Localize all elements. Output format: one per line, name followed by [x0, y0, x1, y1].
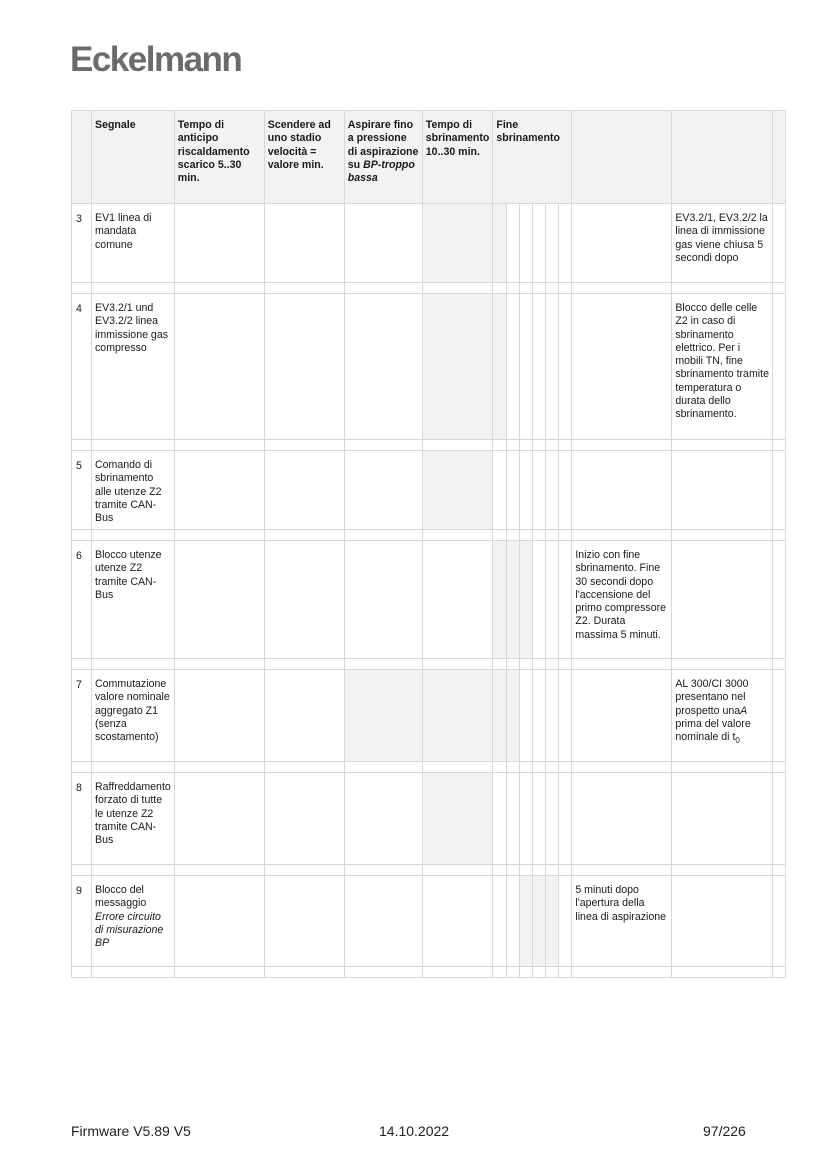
row-remark: Blocco delle celle Z2 in caso di sbrinamento elettrico. Per i mobili TN, fine sbrinamento tramite temperatura o durata dello sbrinamento.	[672, 294, 773, 440]
signal-table	[71, 110, 786, 978]
row-signal: EV3.2/1 und EV3.2/2 linea immissione gas compresso	[92, 294, 175, 440]
eckelmann-logo: Eckelmann	[70, 40, 242, 79]
row-signal: Blocco del messaggio Errore circuito di misurazione BP	[92, 876, 175, 967]
header-suction-pressure: Aspirare fino a pressione di aspirazione su BP-troppo bassa	[344, 111, 422, 204]
header-defrost-end: Fine sbrinamento	[493, 111, 572, 204]
row-signal: Comando di sbrinamento alle utenze Z2 tramite CAN-Bus	[92, 451, 175, 530]
row-note: 5 minuti dopo l'apertura della linea di aspirazione	[572, 876, 672, 967]
table-header-row	[72, 111, 786, 204]
table-row: 9 Blocco del messaggio Errore circuito di misurazione BP 5 minuti dopo l'apertura della linea di aspirazione	[72, 876, 786, 967]
header-num	[72, 111, 92, 204]
header-defrost-time: Tempo di sbrinamento 10..30 min.	[422, 111, 493, 204]
row-signal: EV1 linea di mandata comune	[92, 204, 175, 283]
table-row: 7 Commutazione valore nominale aggregato Z1 (senza scostamento) AL 300/CI 3000 presentano nel prospetto unaA prima del valore nominale di $t_0$	[72, 670, 786, 762]
header-remark	[672, 111, 773, 204]
table-row: 4 EV3.2/1 und EV3.2/2 linea immissione gas compresso Blocco delle celle Z2 in caso di sbrinamento elettrico. Per i mobili TN, fine sbrinamento tramite temperatura o durata dello sbrinamento.	[72, 294, 786, 440]
row-remark: AL 300/CI 3000 presentano nel prospetto unaA prima del valore nominale di $t_0$	[672, 670, 773, 762]
table-row: 6 Blocco utenze utenze Z2 tramite CAN-Bus Inizio con fine sbrinamento. Fine 30 secondi dopo l'accensione del primo compressore Z2. Durata massima 5 minuti.	[72, 541, 786, 659]
header-note	[572, 111, 672, 204]
row-signal: Commutazione valore nominale aggregato Z1 (senza scostamento)	[92, 670, 175, 762]
row-signal: Blocco utenze utenze Z2 tramite CAN-Bus	[92, 541, 175, 659]
header-heating-lead-time: Tempo di anticipo riscaldamento scarico 5..30 min.	[174, 111, 264, 204]
header-signal: Segnale	[92, 111, 175, 204]
table-row: 5 Comando di sbrinamento alle utenze Z2 tramite CAN-Bus	[72, 451, 786, 530]
table-row: 8 Raffreddamento forzato di tutte le utenze Z2 tramite CAN-Bus	[72, 773, 786, 865]
row-note: Inizio con fine sbrinamento. Fine 30 secondi dopo l'accensione del primo compressore Z2. Durata massima 5 minuti.	[572, 541, 672, 659]
footer-firmware: Firmware V5.89 V5	[71, 1123, 191, 1139]
row-signal: Raffreddamento forzato di tutte le utenze Z2 tramite CAN-Bus	[92, 773, 175, 865]
table-row: 3 EV1 linea di mandata comune EV3.2/1, EV3.2/2 la linea di immissione gas viene chiusa 5 secondi dopo	[72, 204, 786, 283]
header-speed-stage: Scendere ad uno stadio velocità = valore min.	[264, 111, 344, 204]
row-remark: EV3.2/1, EV3.2/2 la linea di immissione gas viene chiusa 5 secondi dopo	[672, 204, 773, 283]
footer-page-number: 97/226	[703, 1123, 746, 1139]
footer-date: 14.10.2022	[379, 1123, 450, 1139]
